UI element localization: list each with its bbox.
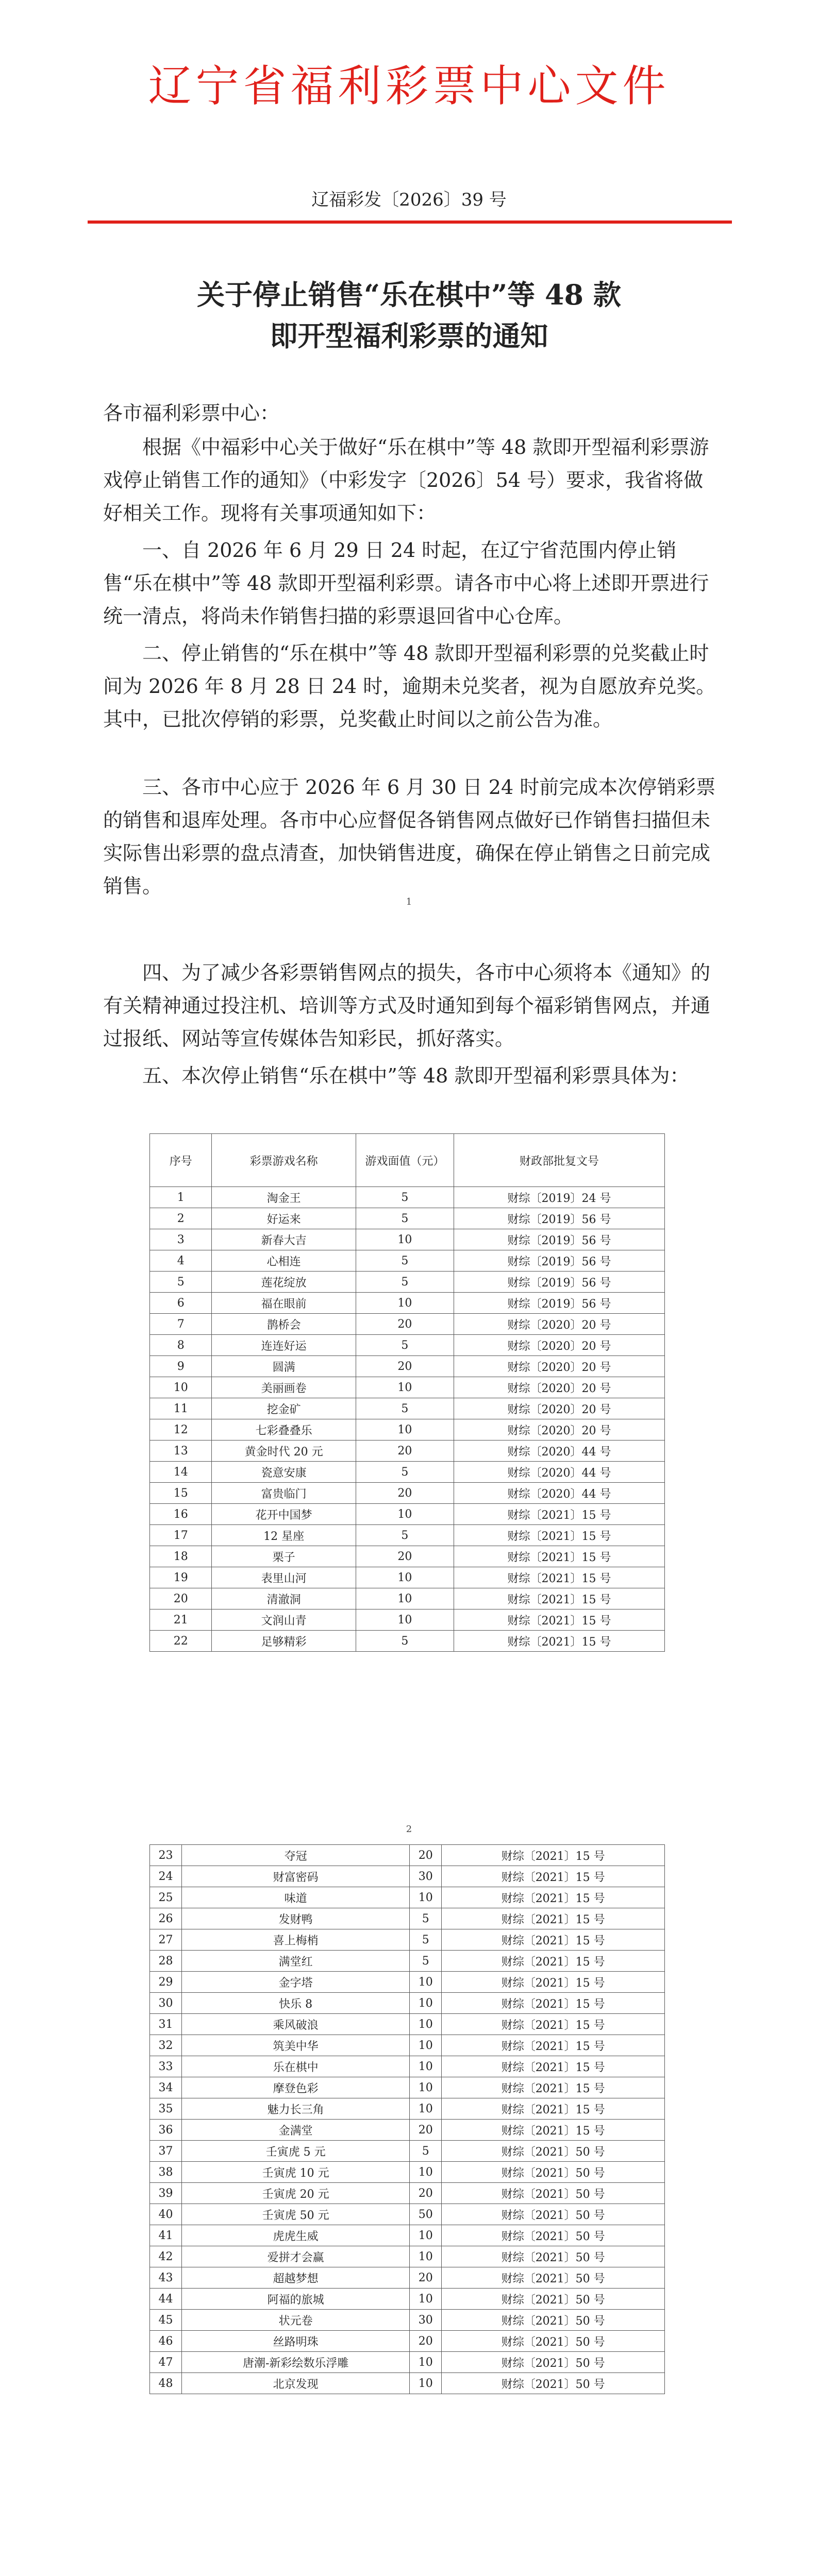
- cell-face-value: 10: [410, 2014, 442, 2035]
- cell-seq: 32: [150, 2035, 182, 2056]
- document-header-title: 辽宁省福利彩票中心文件: [148, 61, 670, 111]
- table-row: [150, 2035, 665, 2056]
- cell-seq: 8: [150, 1335, 212, 1356]
- cell-game-name: 魅力长三角: [182, 2098, 410, 2120]
- cell-approval-doc: 财综〔2021〕15 号: [454, 1631, 664, 1652]
- cell-face-value: 10: [410, 2373, 442, 2394]
- cell-approval-doc: 财综〔2021〕15 号: [442, 1951, 665, 1972]
- cell-approval-doc: 财综〔2021〕15 号: [454, 1546, 664, 1567]
- paragraph-basis: 根据《中福彩中心关于做好“乐在棋中”等 48 款即开型福利彩票游戏停止销售工作的通知》（中彩发字〔2026〕54 号）要求，我省将做好相关工作。现将有关事项通知如下：: [103, 436, 709, 524]
- table-row: [150, 1546, 665, 1567]
- cell-approval-doc: 财综〔2019〕56 号: [454, 1272, 664, 1293]
- cell-approval-doc: 财综〔2019〕56 号: [454, 1293, 664, 1314]
- cell-game-name: 财富密码: [182, 1866, 410, 1887]
- cell-seq: 17: [150, 1525, 212, 1546]
- cell-game-name: 壬寅虎 20 元: [182, 2183, 410, 2204]
- cell-seq: 47: [150, 2352, 182, 2373]
- table-row: [150, 1377, 665, 1398]
- cell-approval-doc: 财综〔2020〕20 号: [454, 1356, 664, 1377]
- cell-game-name: 摩登色彩: [182, 2077, 410, 2098]
- cell-game-name: 瓷意安康: [212, 1462, 356, 1483]
- paragraph-item-4: 四、为了减少各彩票销售网点的损失，各市中心须将本《通知》的有关精神通过投注机、培训等方式及时通知到每个福彩销售网点，并通过报纸、网站等宣传媒体告知彩民，抓好落实。: [103, 961, 711, 1050]
- cell-game-name: 壬寅虎 50 元: [182, 2204, 410, 2225]
- cell-game-name: 连连好运: [212, 1335, 356, 1356]
- cell-game-name: 状元卷: [182, 2310, 410, 2331]
- lottery-table-part-2: [149, 1844, 665, 2394]
- cell-approval-doc: 财综〔2021〕50 号: [442, 2373, 665, 2394]
- cell-seq: 4: [150, 1250, 212, 1272]
- cell-face-value: 10: [410, 1887, 442, 1908]
- cell-game-name: 心相连: [212, 1250, 356, 1272]
- cell-face-value: 10: [410, 2289, 442, 2310]
- paragraph-item-5: 五、本次停止销售“乐在棋中”等 48 款即开型福利彩票具体为：: [142, 1064, 690, 1087]
- table-row: [150, 2183, 665, 2204]
- cell-game-name: 筑美中华: [182, 2035, 410, 2056]
- cell-seq: 40: [150, 2204, 182, 2225]
- cell-face-value: 5: [356, 1208, 454, 1229]
- cell-face-value: 10: [410, 2225, 442, 2246]
- cell-seq: 37: [150, 2141, 182, 2162]
- cell-seq: 42: [150, 2246, 182, 2267]
- cell-seq: 29: [150, 1972, 182, 1993]
- paragraph-item-3: 三、各市中心应于 2026 年 6 月 30 日 24 时前完成本次停销彩票的销售和退库处理。各市中心应督促各销售网点做好已作销售扫描但未实际售出彩票的盘点清查，加快销售进度，确保在停止销售之日前完成销售。: [103, 776, 716, 897]
- cell-approval-doc: 财综〔2021〕15 号: [454, 1588, 664, 1609]
- cell-game-name: 爱拼才会赢: [182, 2246, 410, 2267]
- cell-face-value: 5: [356, 1187, 454, 1208]
- table-row: [150, 1462, 665, 1483]
- cell-approval-doc: 财综〔2021〕50 号: [442, 2267, 665, 2289]
- cell-face-value: 10: [410, 2098, 442, 2120]
- cell-approval-doc: 财综〔2021〕15 号: [442, 1993, 665, 2014]
- cell-seq: 7: [150, 1314, 212, 1335]
- table-row: [150, 1504, 665, 1525]
- cell-approval-doc: 财综〔2021〕15 号: [442, 1972, 665, 1993]
- cell-approval-doc: 财综〔2021〕50 号: [442, 2246, 665, 2267]
- cell-face-value: 20: [356, 1314, 454, 1335]
- table-row: [150, 2077, 665, 2098]
- cell-face-value: 20: [410, 2120, 442, 2141]
- table-row: [150, 1845, 665, 1866]
- cell-face-value: 5: [410, 2141, 442, 2162]
- cell-seq: 12: [150, 1419, 212, 1440]
- table-row: [150, 1483, 665, 1504]
- cell-seq: 5: [150, 1272, 212, 1293]
- cell-seq: 16: [150, 1504, 212, 1525]
- cell-approval-doc: 财综〔2021〕15 号: [442, 1908, 665, 1929]
- cell-face-value: 10: [356, 1588, 454, 1609]
- cell-approval-doc: 财综〔2021〕15 号: [442, 2120, 665, 2141]
- cell-game-name: 圆满: [212, 1356, 356, 1377]
- cell-game-name: 壬寅虎 5 元: [182, 2141, 410, 2162]
- cell-game-name: 文润山青: [212, 1609, 356, 1631]
- cell-approval-doc: 财综〔2021〕15 号: [442, 2056, 665, 2077]
- cell-seq: 36: [150, 2120, 182, 2141]
- cell-approval-doc: 财综〔2021〕15 号: [442, 2014, 665, 2035]
- table-row: [150, 1951, 665, 1972]
- cell-seq: 24: [150, 1866, 182, 1887]
- table-row: [150, 2352, 665, 2373]
- cell-seq: 1: [150, 1187, 212, 1208]
- table-row: [150, 1398, 665, 1419]
- cell-game-name: 夺冠: [182, 1845, 410, 1866]
- cell-approval-doc: 财综〔2021〕15 号: [442, 1866, 665, 1887]
- cell-game-name: 发财鸭: [182, 1908, 410, 1929]
- cell-game-name: 黄金时代 20 元: [212, 1440, 356, 1462]
- cell-approval-doc: 财综〔2020〕20 号: [454, 1377, 664, 1398]
- cell-approval-doc: 财综〔2021〕15 号: [454, 1525, 664, 1546]
- cell-face-value: 10: [356, 1293, 454, 1314]
- cell-approval-doc: 财综〔2021〕50 号: [442, 2289, 665, 2310]
- header-face-value: 游戏面值（元）: [356, 1134, 454, 1187]
- table-row: [150, 2204, 665, 2225]
- cell-seq: 15: [150, 1483, 212, 1504]
- cell-face-value: 10: [410, 2056, 442, 2077]
- cell-seq: 35: [150, 2098, 182, 2120]
- cell-approval-doc: 财综〔2021〕15 号: [454, 1567, 664, 1588]
- table-row: [150, 1187, 665, 1208]
- cell-face-value: 5: [410, 1908, 442, 1929]
- cell-seq: 48: [150, 2373, 182, 2394]
- cell-approval-doc: 财综〔2021〕15 号: [442, 1887, 665, 1908]
- table-row: [150, 1229, 665, 1250]
- cell-game-name: 满堂红: [182, 1951, 410, 1972]
- paragraph-item-1: 一、自 2026 年 6 月 29 日 24 时起，在辽宁省范围内停止销售“乐在棋中”等 48 款即开型福利彩票。请各市中心将上述即开票进行统一清点，将尚未作销售扫描的彩票退回省中心仓库。: [103, 539, 709, 628]
- cell-face-value: 5: [410, 1951, 442, 1972]
- cell-face-value: 30: [410, 2310, 442, 2331]
- cell-game-name: 好运来: [212, 1208, 356, 1229]
- table-row: [150, 2120, 665, 2141]
- cell-face-value: 5: [356, 1272, 454, 1293]
- cell-seq: 3: [150, 1229, 212, 1250]
- cell-game-name: 北京发现: [182, 2373, 410, 2394]
- cell-game-name: 阿福的旅城: [182, 2289, 410, 2310]
- cell-face-value: 10: [410, 2077, 442, 2098]
- table-row: [150, 2225, 665, 2246]
- table-row: [150, 1609, 665, 1631]
- cell-seq: 46: [150, 2331, 182, 2352]
- cell-game-name: 味道: [182, 1887, 410, 1908]
- table-row: [150, 1908, 665, 1929]
- cell-game-name: 表里山河: [212, 1567, 356, 1588]
- cell-approval-doc: 财综〔2021〕15 号: [454, 1609, 664, 1631]
- cell-seq: 13: [150, 1440, 212, 1462]
- cell-game-name: 美丽画卷: [212, 1377, 356, 1398]
- table-row: [150, 1972, 665, 1993]
- cell-approval-doc: 财综〔2020〕20 号: [454, 1335, 664, 1356]
- cell-approval-doc: 财综〔2020〕20 号: [454, 1398, 664, 1419]
- cell-game-name: 虎虎生威: [182, 2225, 410, 2246]
- cell-seq: 11: [150, 1398, 212, 1419]
- cell-face-value: 10: [356, 1567, 454, 1588]
- cell-game-name: 12 星座: [212, 1525, 356, 1546]
- cell-game-name: 花开中国梦: [212, 1504, 356, 1525]
- cell-seq: 44: [150, 2289, 182, 2310]
- cell-approval-doc: 财综〔2021〕15 号: [442, 1929, 665, 1951]
- table-row: [150, 1250, 665, 1272]
- cell-game-name: 栗子: [212, 1546, 356, 1567]
- cell-face-value: 10: [410, 2246, 442, 2267]
- cell-face-value: 10: [410, 2162, 442, 2183]
- cell-approval-doc: 财综〔2019〕56 号: [454, 1208, 664, 1229]
- cell-game-name: 鹊桥会: [212, 1314, 356, 1335]
- cell-game-name: 乘风破浪: [182, 2014, 410, 2035]
- cell-game-name: 新春大吉: [212, 1229, 356, 1250]
- cell-face-value: 10: [410, 1993, 442, 2014]
- cell-seq: 6: [150, 1293, 212, 1314]
- cell-face-value: 20: [356, 1440, 454, 1462]
- cell-face-value: 20: [410, 2267, 442, 2289]
- cell-game-name: 足够精彩: [212, 1631, 356, 1652]
- cell-face-value: 10: [356, 1419, 454, 1440]
- table-row: [150, 2014, 665, 2035]
- cell-seq: 43: [150, 2267, 182, 2289]
- table-row: [150, 1887, 665, 1908]
- recipient-line: 各市福利彩票中心：: [103, 402, 280, 425]
- cell-face-value: 30: [410, 1866, 442, 1887]
- cell-seq: 31: [150, 2014, 182, 2035]
- cell-face-value: 20: [356, 1356, 454, 1377]
- cell-face-value: 5: [410, 1929, 442, 1951]
- cell-approval-doc: 财综〔2019〕56 号: [454, 1250, 664, 1272]
- cell-face-value: 10: [356, 1377, 454, 1398]
- cell-game-name: 超越梦想: [182, 2267, 410, 2289]
- cell-face-value: 10: [356, 1504, 454, 1525]
- table-row: [150, 1335, 665, 1356]
- cell-seq: 27: [150, 1929, 182, 1951]
- header-red-rule: [88, 221, 732, 224]
- cell-seq: 41: [150, 2225, 182, 2246]
- table-row: [150, 1208, 665, 1229]
- table-row: [150, 2098, 665, 2120]
- cell-face-value: 20: [356, 1546, 454, 1567]
- table-row: [150, 1272, 665, 1293]
- cell-seq: 10: [150, 1377, 212, 1398]
- table-row: [150, 1929, 665, 1951]
- cell-game-name: 金满堂: [182, 2120, 410, 2141]
- cell-seq: 2: [150, 1208, 212, 1229]
- cell-face-value: 5: [356, 1398, 454, 1419]
- cell-approval-doc: 财综〔2021〕50 号: [442, 2352, 665, 2373]
- cell-seq: 20: [150, 1588, 212, 1609]
- cell-approval-doc: 财综〔2019〕56 号: [454, 1229, 664, 1250]
- table-row: [150, 1993, 665, 2014]
- cell-game-name: 唐潮-新彩绘数乐浮雕: [182, 2352, 410, 2373]
- cell-game-name: 富贵临门: [212, 1483, 356, 1504]
- cell-approval-doc: 财综〔2021〕50 号: [442, 2183, 665, 2204]
- cell-approval-doc: 财综〔2021〕15 号: [442, 2035, 665, 2056]
- cell-face-value: 5: [356, 1525, 454, 1546]
- cell-face-value: 5: [356, 1335, 454, 1356]
- cell-approval-doc: 财综〔2021〕15 号: [442, 2077, 665, 2098]
- cell-approval-doc: 财综〔2021〕50 号: [442, 2204, 665, 2225]
- cell-game-name: 福在眼前: [212, 1293, 356, 1314]
- table-row: [150, 2310, 665, 2331]
- table-row: [150, 1293, 665, 1314]
- cell-game-name: 挖金矿: [212, 1398, 356, 1419]
- cell-approval-doc: 财综〔2021〕15 号: [442, 2098, 665, 2120]
- paragraph-item-2: 二、停止销售的“乐在棋中”等 48 款即开型福利彩票的兑奖截止时间为 2026 年 8 月 28 日 24 时，逾期未兑奖者，视为自愿放弃兑奖。其中，已批次停销的彩票，兑奖截止时间以之前公告为准。: [103, 642, 716, 731]
- cell-seq: 30: [150, 1993, 182, 2014]
- cell-seq: 19: [150, 1567, 212, 1588]
- table-row: [150, 2331, 665, 2352]
- cell-face-value: 5: [356, 1631, 454, 1652]
- cell-approval-doc: 财综〔2020〕44 号: [454, 1483, 664, 1504]
- table-row: [150, 2267, 665, 2289]
- table-row: [150, 1314, 665, 1335]
- table-row: [150, 1525, 665, 1546]
- cell-game-name: 丝路明珠: [182, 2331, 410, 2352]
- cell-game-name: 快乐 8: [182, 1993, 410, 2014]
- cell-seq: 14: [150, 1462, 212, 1483]
- table-row: [150, 2373, 665, 2394]
- table-row: [150, 2246, 665, 2267]
- table-row: [150, 1588, 665, 1609]
- cell-seq: 45: [150, 2310, 182, 2331]
- cell-seq: 34: [150, 2077, 182, 2098]
- cell-approval-doc: 财综〔2021〕50 号: [442, 2331, 665, 2352]
- cell-approval-doc: 财综〔2020〕44 号: [454, 1440, 664, 1462]
- notice-title-line-2: 即开型福利彩票的通知: [270, 319, 548, 352]
- table-row: [150, 2289, 665, 2310]
- table-row: [150, 1567, 665, 1588]
- cell-face-value: 20: [356, 1483, 454, 1504]
- table-row: [150, 1419, 665, 1440]
- page-number-2: 2: [406, 1824, 412, 1835]
- cell-seq: 9: [150, 1356, 212, 1377]
- cell-approval-doc: 财综〔2021〕50 号: [442, 2141, 665, 2162]
- table-row: [150, 1866, 665, 1887]
- cell-seq: 26: [150, 1908, 182, 1929]
- cell-approval-doc: 财综〔2021〕50 号: [442, 2225, 665, 2246]
- table-row: [150, 1631, 665, 1652]
- notice-title-line-1: 关于停止销售“乐在棋中”等 48 款: [197, 278, 621, 311]
- header-approval-doc: 财政部批复文号: [454, 1134, 664, 1187]
- cell-face-value: 5: [356, 1462, 454, 1483]
- table-row: [150, 1440, 665, 1462]
- cell-game-name: 莲花绽放: [212, 1272, 356, 1293]
- cell-seq: 33: [150, 2056, 182, 2077]
- lottery-table-part-1: [149, 1133, 665, 1652]
- cell-game-name: 七彩叠叠乐: [212, 1419, 356, 1440]
- cell-face-value: 20: [410, 2183, 442, 2204]
- cell-seq: 38: [150, 2162, 182, 2183]
- header-game-name: 彩票游戏名称: [212, 1134, 356, 1187]
- cell-seq: 25: [150, 1887, 182, 1908]
- cell-face-value: 5: [356, 1250, 454, 1272]
- cell-game-name: 淘金王: [212, 1187, 356, 1208]
- cell-game-name: 壬寅虎 10 元: [182, 2162, 410, 2183]
- table-row: [150, 2162, 665, 2183]
- cell-face-value: 10: [410, 2035, 442, 2056]
- cell-face-value: 10: [410, 2352, 442, 2373]
- table-row: [150, 1356, 665, 1377]
- cell-approval-doc: 财综〔2021〕50 号: [442, 2162, 665, 2183]
- cell-face-value: 20: [410, 2331, 442, 2352]
- cell-approval-doc: 财综〔2020〕20 号: [454, 1314, 664, 1335]
- cell-seq: 23: [150, 1845, 182, 1866]
- cell-seq: 18: [150, 1546, 212, 1567]
- cell-approval-doc: 财综〔2021〕15 号: [442, 1845, 665, 1866]
- cell-approval-doc: 财综〔2021〕50 号: [442, 2310, 665, 2331]
- table-header-row: [150, 1134, 665, 1187]
- cell-approval-doc: 财综〔2019〕24 号: [454, 1187, 664, 1208]
- table-row: [150, 2056, 665, 2077]
- cell-game-name: 清澈洞: [212, 1588, 356, 1609]
- cell-approval-doc: 财综〔2021〕15 号: [454, 1504, 664, 1525]
- cell-approval-doc: 财综〔2020〕20 号: [454, 1419, 664, 1440]
- cell-face-value: 10: [410, 1972, 442, 1993]
- cell-game-name: 乐在棋中: [182, 2056, 410, 2077]
- cell-face-value: 20: [410, 1845, 442, 1866]
- page-number-1: 1: [406, 896, 412, 907]
- cell-face-value: 10: [356, 1229, 454, 1250]
- cell-seq: 39: [150, 2183, 182, 2204]
- cell-seq: 22: [150, 1631, 212, 1652]
- cell-seq: 21: [150, 1609, 212, 1631]
- cell-game-name: 喜上梅梢: [182, 1929, 410, 1951]
- cell-seq: 28: [150, 1951, 182, 1972]
- document-number: 辽福彩发〔2026〕39 号: [311, 190, 507, 210]
- header-seq: 序号: [150, 1134, 212, 1187]
- table-row: [150, 2141, 665, 2162]
- cell-game-name: 金字塔: [182, 1972, 410, 1993]
- cell-face-value: 10: [356, 1609, 454, 1631]
- cell-approval-doc: 财综〔2020〕44 号: [454, 1462, 664, 1483]
- cell-face-value: 50: [410, 2204, 442, 2225]
